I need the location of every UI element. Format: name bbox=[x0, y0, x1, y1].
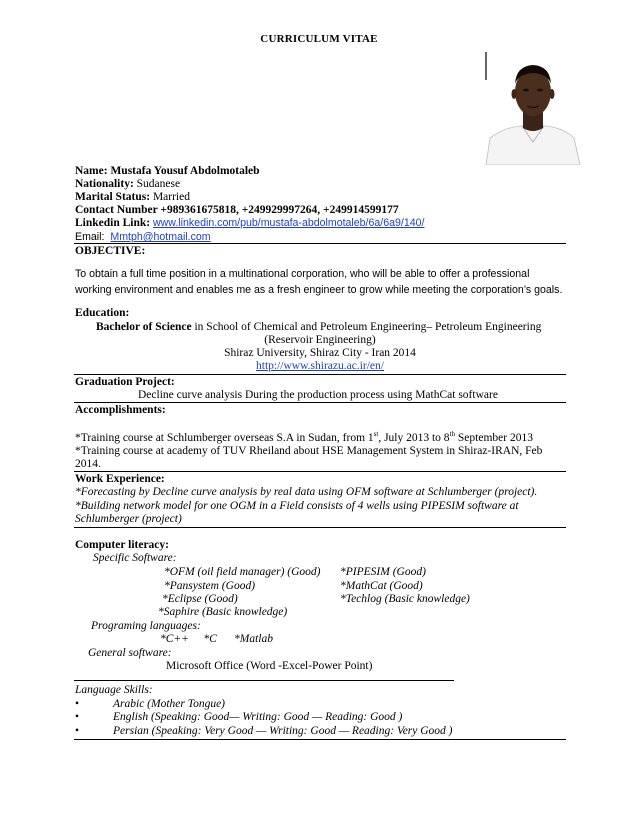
education-university: Shiraz University, Shiraz City - Iran 2014 bbox=[224, 347, 416, 359]
education-specialty: (Reservoir Engineering) bbox=[264, 334, 376, 346]
divider bbox=[74, 243, 566, 244]
email-link[interactable]: Mmtph@hotmail.com bbox=[110, 231, 211, 243]
divider bbox=[74, 374, 566, 375]
divider bbox=[74, 402, 566, 403]
education-heading: Education: bbox=[75, 307, 130, 319]
general-software-label: General software: bbox=[88, 647, 172, 659]
work-item-2: *Building network model for one OGM in a Field consists of 4 wells using PIPESIM software at bbox=[75, 500, 519, 512]
linkedin-label: Linkedin Link: bbox=[75, 217, 151, 229]
marital-line bbox=[75, 191, 190, 204]
nationality-label: Nationality: bbox=[75, 178, 134, 190]
language-heading: Language Skills: bbox=[75, 684, 153, 696]
bullet: • bbox=[75, 725, 80, 737]
name-line bbox=[75, 165, 260, 178]
divider bbox=[74, 680, 454, 681]
language-persian: Persian (Speaking: Very Good — Writing: Good — Reading: Very Good ) bbox=[113, 725, 453, 737]
accomplishments-heading: Accomplishments: bbox=[75, 404, 166, 416]
contact-line bbox=[75, 204, 399, 217]
software-pipesim: *PIPESIM (Good) bbox=[340, 566, 426, 578]
bullet: • bbox=[75, 698, 80, 710]
divider bbox=[74, 471, 566, 472]
contact-value: +989361675818, +249929997264, +249914599177 bbox=[160, 204, 399, 216]
contact-label: Contact Number bbox=[75, 204, 158, 216]
objective-text-1: To obtain a full time position in a multinational corporation, who will be able to offer a professional bbox=[75, 268, 530, 280]
superscript: st bbox=[373, 430, 379, 439]
name-value: Mustafa Yousuf Abdolmotaleb bbox=[110, 165, 260, 177]
work-item-1: *Forecasting by Decline curve analysis by real data using OFM software at Schlumberger (project). bbox=[75, 486, 538, 498]
software-ofm: *OFM (oil field manager) (Good) bbox=[164, 566, 321, 578]
education-degree-line bbox=[96, 321, 541, 334]
marital-label: Marital Status: bbox=[75, 191, 151, 203]
accomplishment-1-text: September 2013 bbox=[455, 432, 533, 444]
nationality-line bbox=[75, 178, 180, 191]
objective-heading: OBJECTIVE: bbox=[75, 245, 146, 257]
objective-text-2: working environment and enables me as a fresh engineer to grow while meeting the corporation’s goals. bbox=[75, 284, 563, 296]
project-text: Decline curve analysis During the production process using MathCat software bbox=[138, 389, 498, 401]
divider bbox=[74, 527, 566, 528]
profile-photo bbox=[478, 50, 588, 165]
software-saphire: *Saphire (Basic knowledge) bbox=[158, 606, 288, 618]
divider bbox=[74, 739, 566, 740]
accomplishment-1-text: *Training course at Schlumberger overseas S.A in Sudan, from 1 bbox=[75, 432, 374, 444]
linkedin-line bbox=[75, 217, 424, 230]
software-pansystem: *Pansystem (Good) bbox=[164, 580, 256, 592]
language-english: English (Speaking: Good— Writing: Good — Reading: Good ) bbox=[113, 711, 403, 723]
bullet: • bbox=[75, 711, 80, 723]
software-techlog: *Techlog (Basic knowledge) bbox=[340, 593, 470, 605]
accomplishment-2-cont: 2014. bbox=[75, 458, 101, 470]
superscript: th bbox=[449, 430, 456, 439]
page-title: CURRICULUM VITAE bbox=[260, 33, 378, 45]
linkedin-link[interactable]: www.linkedin.com/pub/mustafa-abdolmotaleb/6a/6a9/140/ bbox=[152, 217, 425, 229]
work-heading: Work Experience: bbox=[75, 473, 165, 485]
degree-school: in School of Chemical and Petroleum Engineering– Petroleum Engineering bbox=[191, 321, 542, 333]
computer-heading: Computer literacy: bbox=[75, 539, 169, 551]
university-link[interactable]: http://www.shirazu.ac.ir/en/ bbox=[256, 360, 384, 372]
email-label: Email: bbox=[75, 231, 105, 243]
degree-title: Bachelor of Science bbox=[96, 321, 192, 333]
language-arabic: Arabic (Mother Tongue) bbox=[113, 698, 226, 710]
work-item-2-cont: Schlumberger (project) bbox=[75, 513, 182, 525]
accomplishment-1 bbox=[75, 432, 533, 445]
general-software: Microsoft Office (Word -Excel-Power Point) bbox=[166, 660, 373, 672]
accomplishment-1-text: , July 2013 to 8 bbox=[378, 432, 450, 444]
accomplishment-2: *Training course at academy of TUV Rheiland about HSE Management System in Shiraz-IRAN, Feb bbox=[75, 445, 543, 457]
specific-software-label: Specific Software: bbox=[93, 552, 177, 564]
project-heading: Graduation Project: bbox=[75, 376, 175, 388]
education-url-line bbox=[74, 360, 566, 373]
programming-languages: *C++ *C *Matlab bbox=[160, 633, 273, 645]
software-mathcat: *MathCat (Good) bbox=[340, 580, 423, 592]
marital-value: Married bbox=[152, 191, 190, 203]
name-label: Name: bbox=[75, 165, 108, 177]
programming-label: Programing languages: bbox=[91, 620, 201, 632]
nationality-value: Sudanese bbox=[136, 178, 181, 190]
software-eclipse: *Eclipse (Good) bbox=[162, 593, 238, 605]
